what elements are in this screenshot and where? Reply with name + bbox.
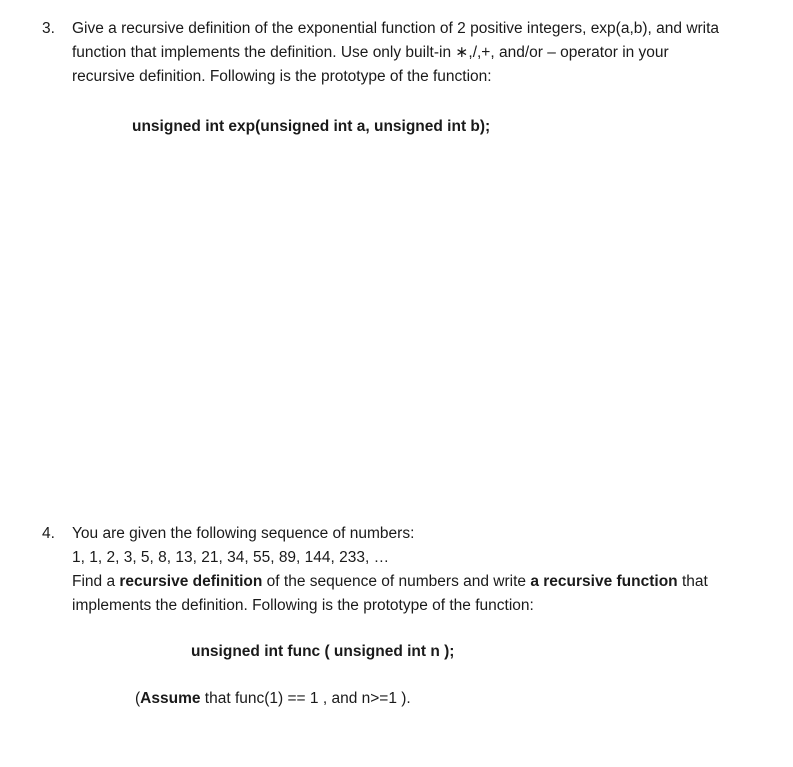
q4-text-a: Find a bbox=[72, 573, 120, 590]
note-open-paren: ( bbox=[135, 690, 141, 707]
question-4-number: 4. bbox=[42, 525, 55, 542]
question-3-text bbox=[72, 17, 784, 89]
q4-bold-recursive-definition: recursive definition bbox=[119, 573, 263, 590]
question-3-line-2: function that implements the definition. Use only built-in ∗,/,+, and/or – operator in your bbox=[72, 44, 669, 61]
question-4-line-3 bbox=[72, 570, 784, 594]
question-3-prototype: unsigned int exp(unsigned int a, unsigned int b); bbox=[132, 118, 491, 135]
question-4-prototype: unsigned int func ( unsigned int n ); bbox=[191, 643, 455, 660]
question-4-assumption bbox=[135, 690, 411, 708]
q4-bold-recursive-function: a recursive function bbox=[530, 573, 678, 590]
question-3-number: 3. bbox=[42, 20, 55, 37]
sequence-text: 1, 1, 2, 3, 5, 8, 13, 21, 34, 55, 89, 144, 233, … bbox=[72, 549, 390, 566]
note-bold-assume: Assume bbox=[140, 690, 201, 707]
question-4-intro: You are given the following sequence of numbers: bbox=[72, 525, 415, 542]
q4-text-e: that bbox=[677, 573, 708, 590]
question-4-text bbox=[72, 522, 784, 618]
note-rest: that func(1) == 1 , and n>=1 ). bbox=[200, 690, 411, 707]
question-3-line-1: Give a recursive definition of the exponential function of 2 positive integers, exp(a,b), and writa bbox=[72, 20, 720, 37]
question-4-line-4: implements the definition. Following is the prototype of the function: bbox=[72, 597, 534, 614]
question-3-line-3: recursive definition. Following is the prototype of the function: bbox=[72, 68, 492, 85]
q4-text-c: of the sequence of numbers and write bbox=[262, 573, 531, 590]
